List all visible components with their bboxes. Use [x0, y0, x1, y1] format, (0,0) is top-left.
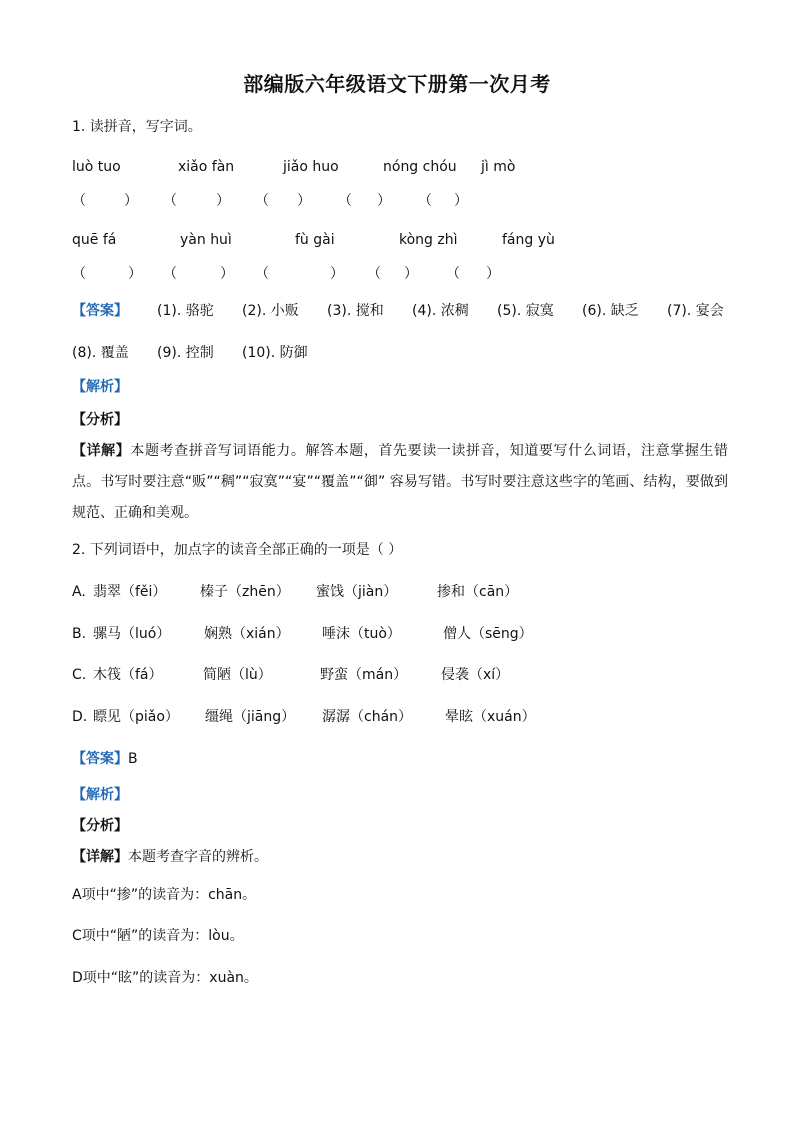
q2-detail-line	[72, 847, 268, 867]
answer-item: (8). 覆盖	[72, 345, 129, 361]
answer-value: B	[128, 751, 138, 767]
detail-tag: 【详解】	[72, 849, 128, 865]
option-item: 瞟见（piǎo）	[93, 709, 179, 725]
answer-item: (10). 防御	[242, 345, 308, 361]
option-label: A.	[72, 584, 86, 600]
paren-open: （	[446, 266, 460, 282]
paren-open: （	[418, 193, 432, 209]
answer-item: (7). 宴会	[667, 303, 724, 319]
pinyin-item: kòng zhì	[399, 232, 458, 248]
pinyin-item: xiǎo fàn	[178, 159, 235, 175]
answer-tag: 【答案】	[72, 751, 128, 767]
paren-close: ）	[404, 266, 418, 282]
q2-note: C项中“陋”的读音为：lòu。	[72, 928, 244, 944]
option-item: 骡马（luó）	[93, 626, 171, 642]
paren-close: ）	[330, 266, 344, 282]
detail-tag: 【详解】	[72, 443, 131, 459]
option-item: 蜜饯（jiàn）	[316, 584, 398, 600]
pinyin-item: jiǎo huo	[283, 159, 339, 175]
option-label: C.	[72, 667, 87, 683]
detail-text: 本题考查字音的辨析。	[128, 849, 268, 865]
paren-close: ）	[128, 266, 142, 282]
option-label: B.	[72, 626, 87, 642]
paren-open: （	[255, 193, 269, 209]
pinyin-item: fù gài	[295, 232, 335, 248]
answer-item: (2). 小贩	[242, 303, 299, 319]
paren-open: （	[72, 266, 86, 282]
option-label: D.	[72, 709, 88, 725]
paren-close: ）	[216, 193, 230, 209]
answer-item: (6). 缺乏	[582, 303, 639, 319]
option-item: 榛子（zhēn）	[200, 584, 290, 600]
option-item: 唾沫（tuò）	[322, 626, 401, 642]
answer-item: (1). 骆驼	[157, 303, 214, 319]
paren-open: （	[338, 193, 352, 209]
pinyin-item: jì mò	[481, 159, 516, 175]
answer-tag: 【答案】	[72, 303, 128, 319]
option-item: 晕眩（xuán）	[445, 709, 536, 725]
q2-prompt: 2. 下列词语中，加点字的读音全部正确的一项是（ ）	[72, 542, 403, 558]
paren-close: ）	[124, 193, 138, 209]
q2-note: D项中“眩”的读音为：xuàn。	[72, 970, 258, 986]
option-item: 翡翠（fěi）	[93, 584, 167, 600]
detail-text: 本题考查拼音写词语能力。解答本题，首先要读一读拼音，知道要写什么词语，注意掌握生错点。书写时要注意“贩”“稠”“寂寞”“宴”“覆盖”“御” 容易写错。书写时要注意这些字的笔画、结构，要做到规范、正确和美观。	[72, 443, 729, 521]
paren-close: ）	[454, 193, 468, 209]
option-item: 木筏（fá）	[93, 667, 163, 683]
pinyin-item: yàn huì	[180, 232, 232, 248]
paren-open: （	[367, 266, 381, 282]
fenxi-tag: 【分析】	[72, 412, 128, 428]
option-item: 野蛮（mán）	[320, 667, 408, 683]
option-item: 简陋（lù）	[203, 667, 272, 683]
pinyin-item: nóng chóu	[383, 159, 457, 175]
paren-close: ）	[297, 193, 311, 209]
fenxi-tag: 【分析】	[72, 818, 128, 834]
option-item: 侵袭（xí）	[441, 667, 510, 683]
answer-item: (4). 浓稠	[412, 303, 469, 319]
pinyin-item: quē fá	[72, 232, 117, 248]
paren-close: ）	[486, 266, 500, 282]
analysis-tag: 【解析】	[72, 379, 128, 395]
paren-open: （	[72, 193, 86, 209]
option-item: 娴熟（xián）	[204, 626, 290, 642]
pinyin-item: fáng yù	[502, 232, 555, 248]
option-item: 缰绳（jiāng）	[205, 709, 296, 725]
analysis-tag: 【解析】	[72, 787, 128, 803]
option-item: 僧人（sēng）	[443, 626, 533, 642]
q1-prompt: 1. 读拼音，写字词。	[72, 119, 202, 135]
q2-answer-line	[72, 749, 138, 769]
q1-detail-paragraph	[72, 436, 728, 529]
answer-item: (9). 控制	[157, 345, 214, 361]
answer-item: (3). 搅和	[327, 303, 384, 319]
page-title: 部编版六年级语文下册第一次月考	[243, 72, 551, 96]
paren-open: （	[255, 266, 269, 282]
paren-open: （	[163, 266, 177, 282]
pinyin-item: luò tuo	[72, 159, 121, 175]
option-item: 掺和（cān）	[437, 584, 519, 600]
option-item: 潺潺（chán）	[322, 709, 413, 725]
paren-close: ）	[377, 193, 391, 209]
paren-close: ）	[220, 266, 234, 282]
q2-note: A项中“掺”的读音为：chān。	[72, 887, 257, 903]
paren-open: （	[163, 193, 177, 209]
answer-item: (5). 寂寞	[497, 303, 554, 319]
